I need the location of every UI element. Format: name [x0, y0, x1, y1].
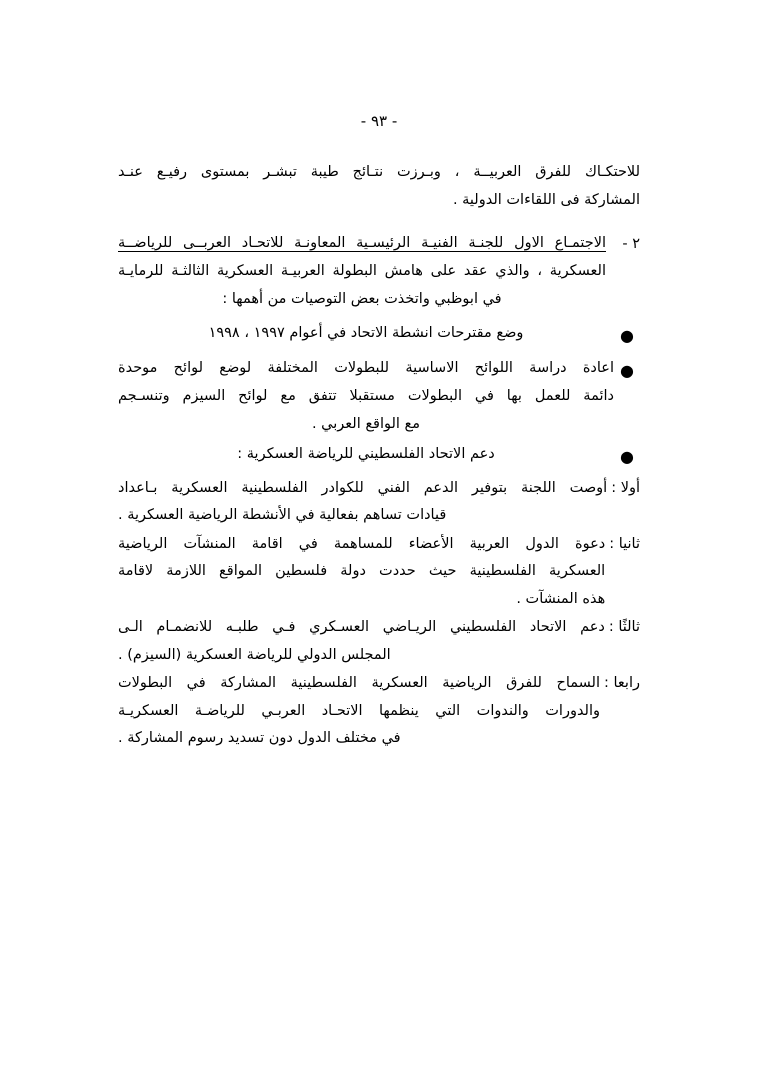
- bullet-dot-icon: ●: [620, 360, 634, 380]
- list-item-text: [118, 440, 614, 468]
- list-item-line: دعم الاتحاد الفلسطيني للرياضة العسكرية :: [237, 446, 495, 463]
- lettered-item: [118, 614, 640, 669]
- item-heading: الاجتمـاع الاول للجنـة الفنيـة الرئيسـية المعاونـة للاتحـاد العربــى للرياضــة: [118, 234, 606, 251]
- list-item: [118, 319, 640, 351]
- item-line-3: في ابوظبي واتخذت بعض التوصيات من أهمها :: [222, 291, 502, 308]
- lettered-item: [118, 531, 640, 614]
- item-body: [118, 229, 606, 314]
- lettered-item-line: دعوة الدول العربية الأعضاء للمساهمة في اقامة المنشآت الرياضية: [118, 535, 606, 552]
- list-item-text: [118, 319, 614, 347]
- list-item-line: مع الواقع العربي .: [311, 416, 421, 433]
- bullet-dot-icon: ●: [620, 447, 634, 467]
- lettered-item-text: [118, 614, 605, 669]
- lettered-item-line: أوصت اللجنة بتوفير الدعم الفني للكوادر الفلسطينية العسكرية بـاعداد: [118, 479, 608, 496]
- intro-line-2: المشاركة فى اللقاءات الدولية .: [452, 192, 640, 209]
- lettered-item-line: هذه المنشآت .: [516, 590, 606, 607]
- lettered-item-line: العسكرية الفلسطينية حيث حددت دولة فلسطين المواقع اللازمة لاقامة: [118, 563, 606, 580]
- lettered-item-line: في مختلف الدول دون تسديد رسوم المشاركة .: [118, 730, 401, 747]
- lettered-item-label: ثالثًا :: [608, 619, 640, 636]
- list-item-line: اعادة دراسة اللوائح الاساسية للبطولات المختلفة لوضع لوائح موحدة: [118, 359, 614, 376]
- lettered-item-line: دعم الاتحاد الفلسطيني الريـاضي العسـكري فـي طلبـه للانضمـام الـى: [118, 619, 605, 636]
- bullet-dot-icon: ●: [620, 326, 634, 346]
- lettered-item-label: ثانيا :: [609, 535, 640, 552]
- list-item-line: دائمة للعمل بها في البطولات مستقبلا تتفق مع لوائح السيزم وتنسـجم: [118, 387, 614, 404]
- page-number: - ٩٣ -: [360, 112, 398, 130]
- item-line-2: العسكرية ، والذي عقد على هامش البطولة العربيـة العسكرية الثالثـة للرمايـة: [118, 262, 606, 279]
- list-item-text: [118, 354, 614, 439]
- lettered-item-line: قيادات تساهم بفعالية في الأنشطة الرياضية العسكرية .: [118, 507, 447, 524]
- numbered-item-2: [118, 229, 640, 314]
- lettered-item-label: أولا :: [611, 479, 640, 496]
- item-number: ٢ -: [622, 235, 640, 252]
- intro-paragraph: [118, 158, 640, 215]
- list-item: [118, 440, 640, 472]
- intro-line-1: للاحتكـاك للفرق العربيــة ، وبـرزت نتـائج طيبة تبشـر بمستوى رفيـع عنـد: [118, 164, 640, 180]
- lettered-item-text: [118, 475, 607, 530]
- lettered-item-line: السماح للفرق الرياضية العسكرية الفلسطينية المشاركة في البطولات: [118, 675, 601, 692]
- lettered-item: [118, 475, 640, 530]
- lettered-item-line: المجلس الدولي للرياضة العسكرية (السيزم) .: [118, 646, 391, 663]
- list-item: [118, 354, 640, 439]
- lettered-list: [118, 475, 640, 753]
- lettered-item-line: والدورات والندوات التي ينظمها الاتحـاد العربـي للرياضـة العسكريـة: [118, 702, 601, 719]
- list-item-line: وضع مقترحات انشطة الاتحاد في أعوام ١٩٩٧ ، ١٩٩٨: [208, 325, 524, 342]
- lettered-item-text: [118, 531, 605, 614]
- lettered-item: [118, 670, 640, 753]
- lettered-item-label: رابعا :: [604, 675, 640, 692]
- bullet-list: [118, 319, 640, 472]
- lettered-item-text: [118, 670, 600, 753]
